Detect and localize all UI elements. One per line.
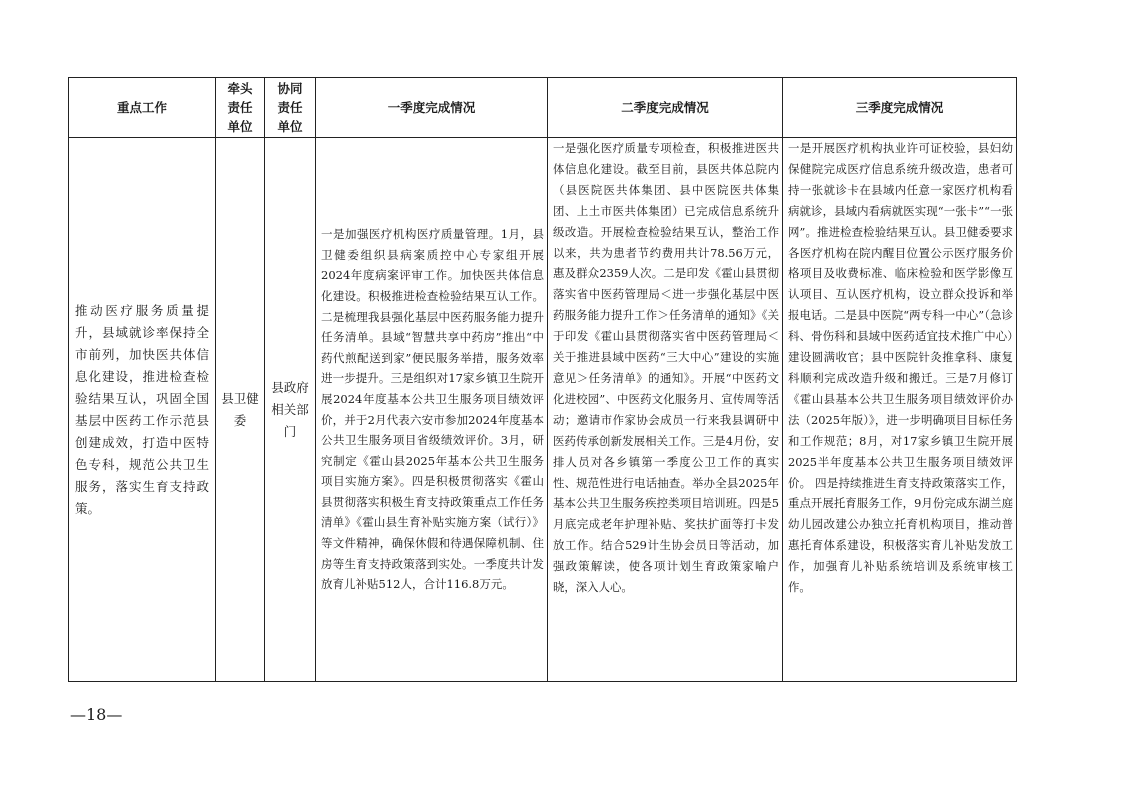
header-key-work: 重点工作 [69, 78, 216, 138]
cell-q3 [783, 138, 1017, 682]
cell-key-work [69, 138, 216, 682]
header-q3: 三季度完成情况 [783, 78, 1017, 138]
table-header-row [69, 78, 1017, 138]
q1-text: 一是加强医疗机构医疗质量管理。1月，县卫健委组织县病案质控中心专家组开展2024年度病案评审工作。加快医共体信息化建设。积极推进检查检验结果互认工作。二是梳理我县强化基层中医药服务能力提升任务清单。县域“智慧共享中药房”推出“中药代煎配送到家”便民服务举措，服务效率进一步提升。三是组织对17家乡镇卫生院开展2024年度基本公共卫生服务项目绩效评价，并于2月代表六安市参加2024年度基本公共卫生服务项目省级绩效评价。3月，研究制定《霍山县2025年基本公共卫生服务项目实施方案》。四是积极贯彻落实《霍山县贯彻落实积极生育支持政策重点工作任务清单》《霍山县生育补贴实施方案（试行）》等文件精神，确保休假和待遇保障机制、住房等生育支持政策落到实处。一季度共计发放育儿补贴512人，合计116.8万元。 [321, 227, 544, 592]
coop-unit-text: 县政府相关部门 [271, 379, 309, 439]
header-coop-unit: 协同责任单位 [265, 78, 316, 138]
table-row [69, 138, 1017, 682]
work-progress-table [68, 77, 1017, 682]
cell-q1 [316, 138, 548, 682]
header-lead-unit: 牵头责任单位 [216, 78, 265, 138]
q3-text: 一是开展医疗机构执业许可证校验，县妇幼保健院完成医疗信息系统升级改造，患者可持一张就诊卡在县域内任意一家医疗机构看病就诊，县域内看病就医实现“一张卡”“一张网”。推进检查检验结果互认。县卫健委要求各医疗机构在院内醒目位置公示医疗服务价格项目及收费标准、临床检验和医学影像互认项目、互认医疗机构，设立群众投诉和举报电话。二是县中医院“两专科一中心”（急诊科、骨伤科和县域中医药适宜技术推广中心）建设圆满收官；县中医院针灸推拿科、康复科顺利完成改造升级和搬迁。三是7月修订《霍山县基本公共卫生服务项目绩效评价办法（2025年版）》，进一步明确项目目标任务和工作规范；8月，对17家乡镇卫生院开展2025半年度基本公共卫生服务项目绩效评价。 四是持续推进生育支持政策落实工作，重点开展托育服务工作，9月份完成东湖兰庭幼儿园改建公办独立托育机构项目，推动普惠托育体系建设，积极落实育儿补贴发放工作，加强育儿补贴系统培训及系统审核工作。 [788, 141, 1013, 595]
header-q1: 一季度完成情况 [316, 78, 548, 138]
cell-coop-unit [265, 138, 316, 682]
cell-q2 [548, 138, 783, 682]
page-number: —18— [70, 705, 123, 724]
q2-text: 一是强化医疗质量专项检查，积极推进医共体信息化建设。截至目前，县医共体总院内（县医院医共体集团、县中医院医共体集团、上土市医共体集团）已完成信息系统升级改造。开展检查检验结果互认，整治工作以来，共为患者节约费用共计78.56万元，惠及群众2359人次。二是印发《霍山县贯彻落实省中医药管理局＜进一步强化基层中医药服务能力提升工作＞任务清单的通知》《关于印发《霍山县贯彻落实省中医药管理局＜关于推进县域中医药“三大中心”建设的实施意见＞任务清单》的通知》。开展“中医药文化进校园”、中医药文化服务月、宣传周等活动；邀请市作家协会成员一行来我县调研中医药传承创新发展相关工作。三是4月份，安排人员对各乡镇第一季度公卫工作的真实性、规范性进行电话抽查。举办全县2025年基本公共卫生服务疾控类项目培训班。四是5月底完成老年护理补贴、奖扶扩面等打卡发放工作。结合529计生协会员日等活动，加强政策解读，使各项计划生育政策家喻户晓，深入人心。 [553, 141, 779, 595]
header-q2: 二季度完成情况 [548, 78, 783, 138]
lead-unit-text: 县卫健委 [221, 390, 259, 428]
cell-lead-unit [216, 138, 265, 682]
key-work-text: 推动医疗服务质量提升，县域就诊率保持全市前列，加快医共体信息化建设，推进检查检验结果互认，巩固全国基层中医药工作示范县创建成效，打造中医特色专科，规范公共卫生服务，落实生育支持政策。 [75, 302, 209, 516]
